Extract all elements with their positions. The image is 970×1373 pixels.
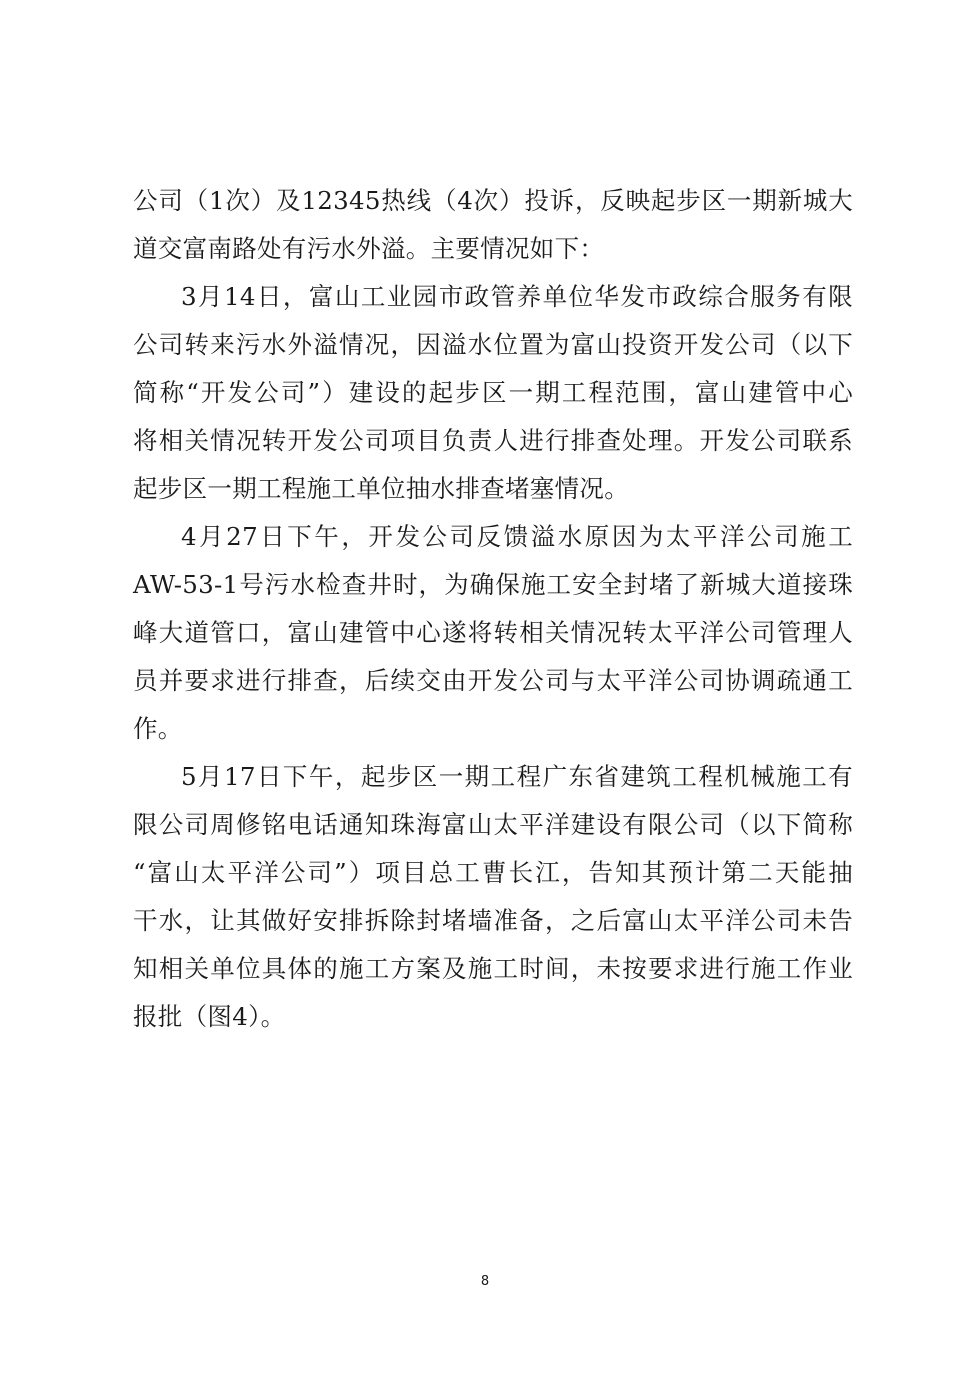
page-number: 8: [480, 1274, 490, 1289]
text-line: 限公司周修铭电话通知珠海富山太平洋建设有限公司（以下简称: [133, 810, 853, 839]
text-line: 道交富南路处有污水外溢。主要情况如下：: [133, 234, 605, 263]
text-line: 公司（1次）及12345热线（4次）投诉，反映起步区一期新城大: [133, 186, 853, 215]
text-line: AW-53-1号污水检查井时，为确保施工安全封堵了新城大道接珠: [133, 570, 853, 599]
text-line: 将相关情况转开发公司项目负责人进行排查处理。开发公司联系: [133, 426, 853, 455]
text-line: 报批（图4）。: [133, 1002, 286, 1031]
text-line: 5月17日下午，起步区一期工程广东省建筑工程机械施工有: [181, 762, 853, 791]
text-line: 员并要求进行排查，后续交由开发公司与太平洋公司协调疏通工: [133, 666, 853, 695]
text-line: 知相关单位具体的施工方案及施工时间，未按要求进行施工作业: [133, 954, 853, 983]
text-line: 公司转来污水外溢情况，因溢水位置为富山投资开发公司（以下: [133, 330, 853, 359]
text-line: 4月27日下午，开发公司反馈溢水原因为太平洋公司施工: [181, 522, 853, 551]
text-line: 简称“开发公司”）建设的起步区一期工程范围，富山建管中心: [133, 378, 853, 407]
text-line: 起步区一期工程施工单位抽水排查堵塞情况。: [133, 474, 629, 503]
text-line: 干水，让其做好安排拆除封堵墙准备，之后富山太平洋公司未告: [133, 906, 853, 935]
text-line: 3月14日，富山工业园市政管养单位华发市政综合服务有限: [181, 282, 853, 311]
text-line: 峰大道管口，富山建管中心遂将转相关情况转太平洋公司管理人: [133, 618, 853, 647]
text-line: 作。: [133, 714, 183, 743]
text-line: “富山太平洋公司”）项目总工曹长江，告知其预计第二天能抽: [133, 858, 853, 887]
